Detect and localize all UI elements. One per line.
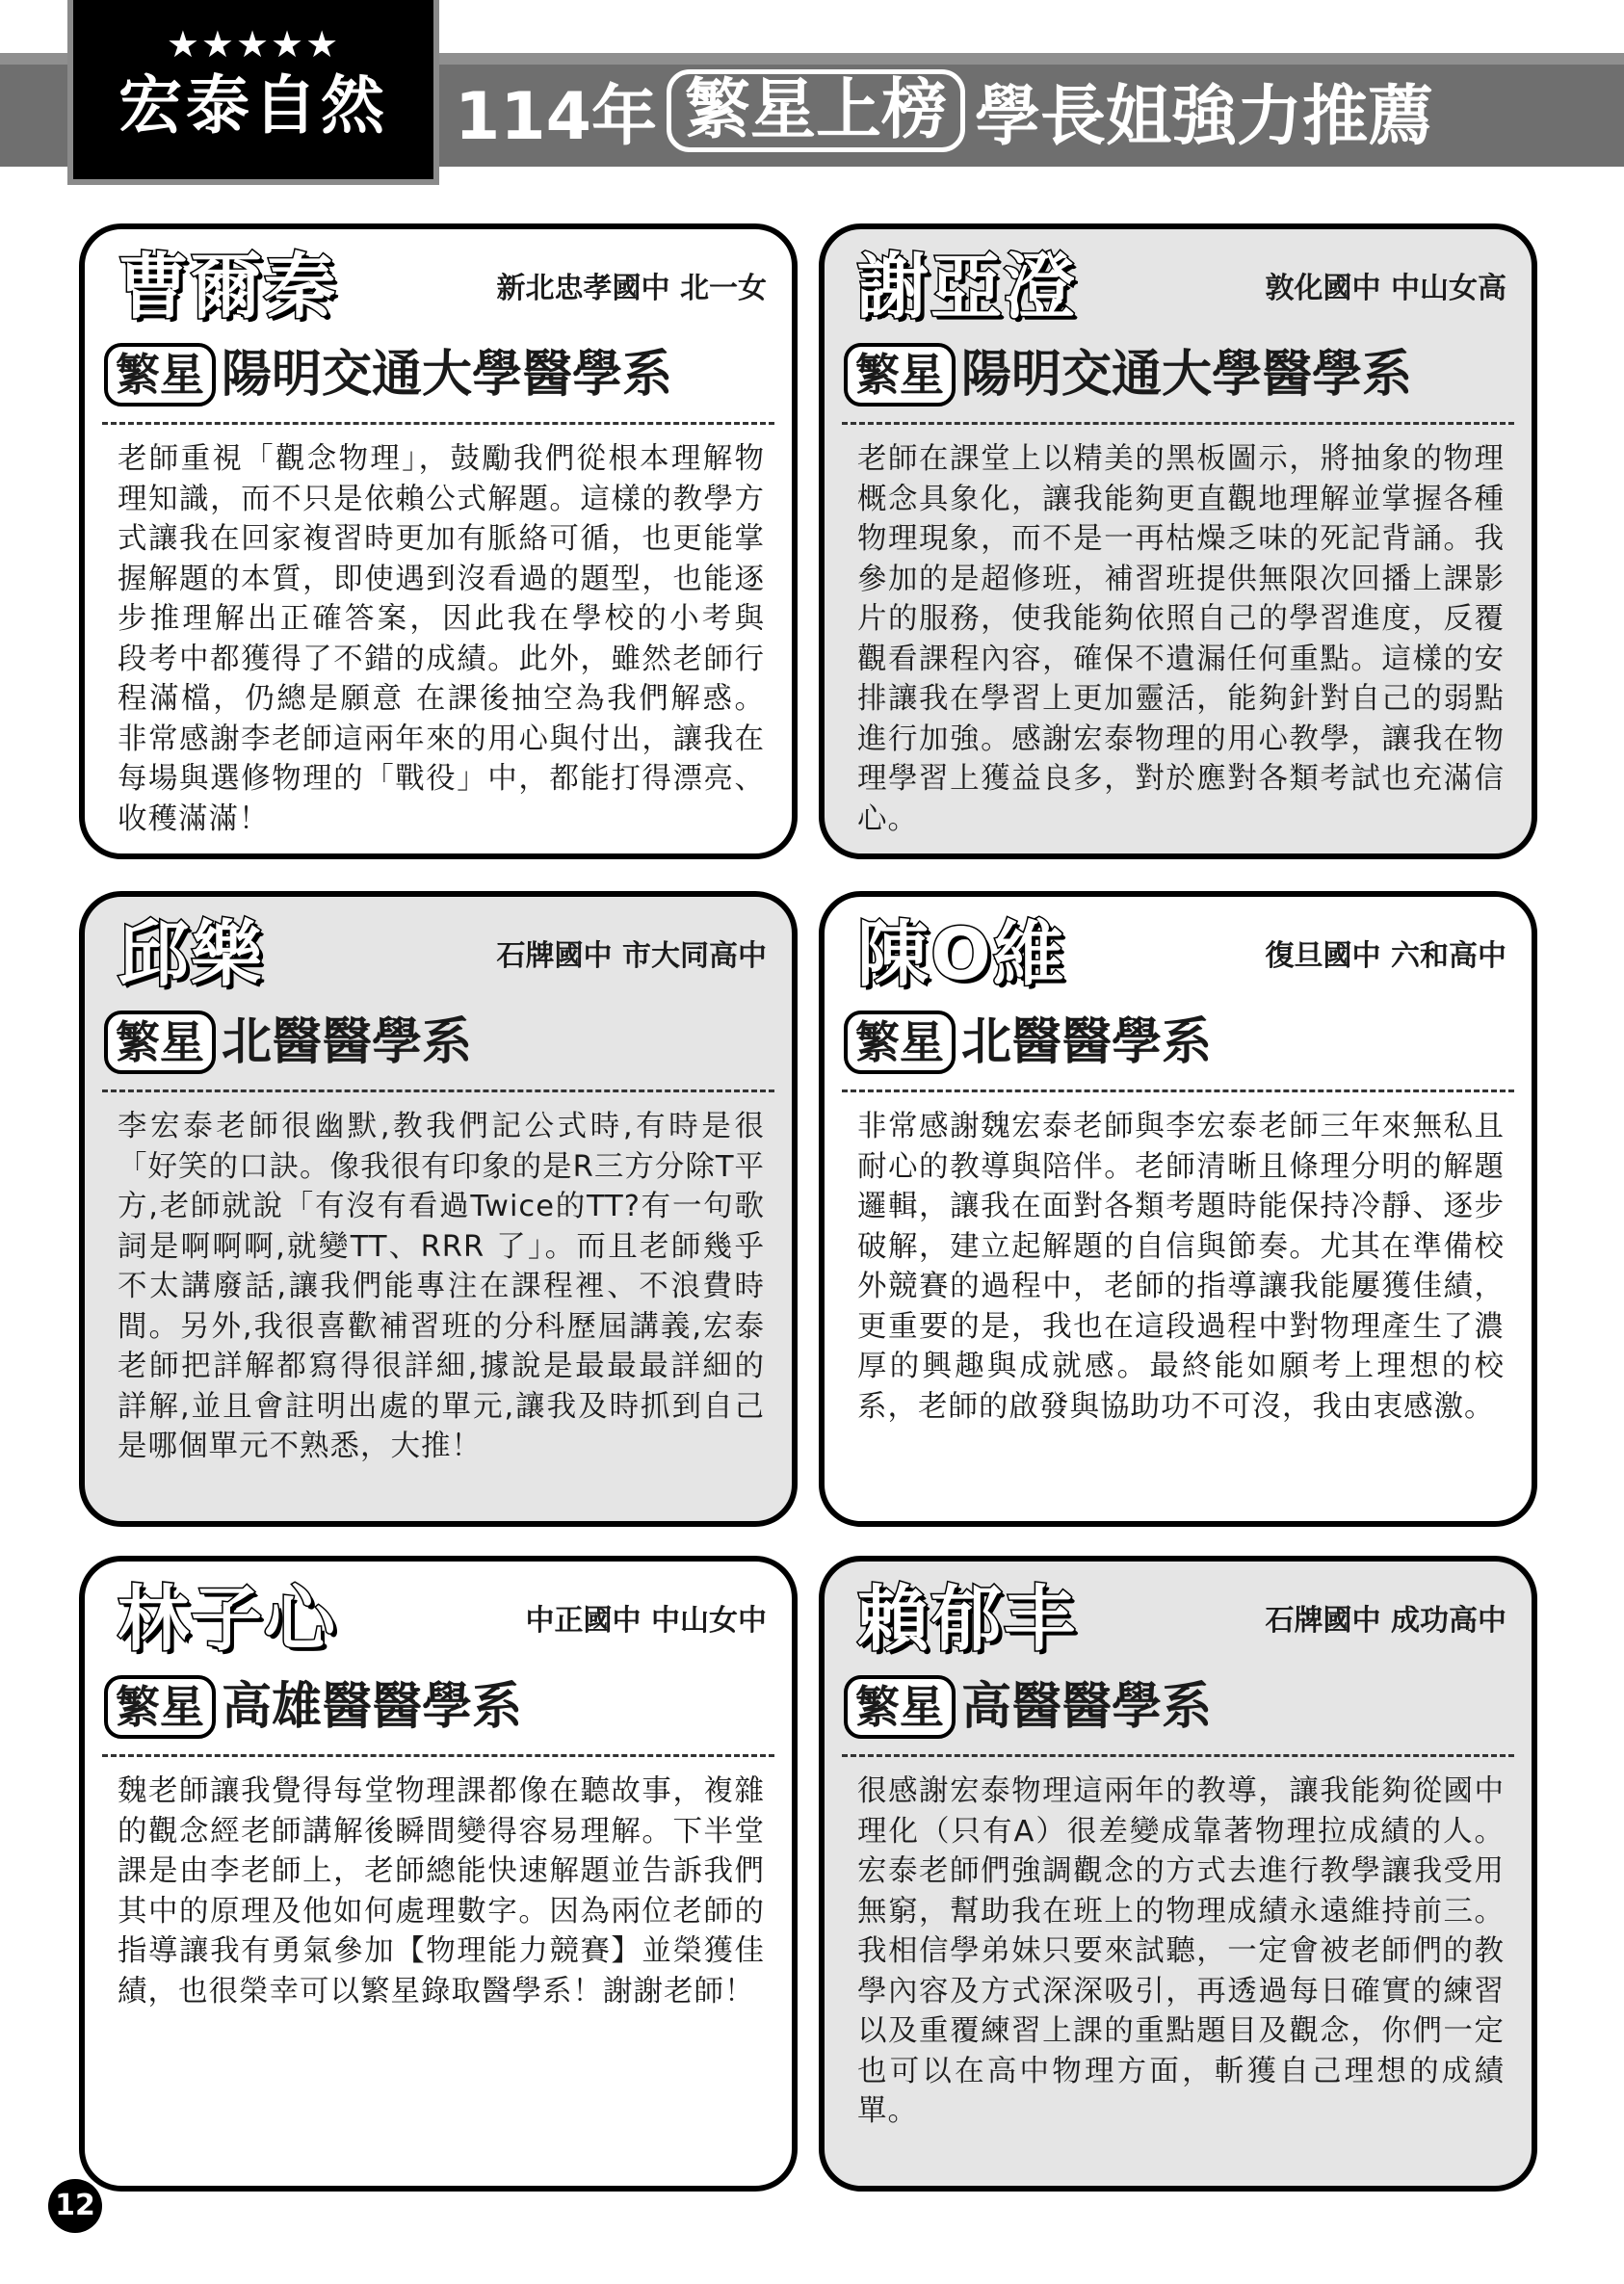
- testimonial-text: 很感謝宏泰物理這兩年的教導，讓我能夠從國中理化（只有A）很差變成靠著物理拉成績的人。宏泰老師們強調觀念的方式去進行教學讓我受用無窮，幫助我在班上的物理成績永遠維持前三。我相信學弟妹只要來試聽，一定會被老師們的教學內容及方式深深吸引，再透過每日確實的練習以及重覆練習上課的重點題目及觀念，你們一定也可以在高中物理方面，斬獲自己理想的成績單。: [857, 1774, 1505, 2128]
- admission-line: [844, 343, 1412, 407]
- admitted-department: 陽明交通大學醫學系: [961, 346, 1413, 404]
- brand-name: 宏泰自然: [118, 68, 388, 143]
- page-title: [455, 63, 1433, 159]
- student-name: 謝亞澄: [857, 246, 1077, 328]
- dashed-divider: [842, 422, 1514, 425]
- stars-icon: ★★★★★: [166, 23, 341, 66]
- student-school: 新北忠孝國中 北一女: [496, 272, 767, 305]
- admission-line: [104, 1011, 472, 1074]
- title-suffix: 學長姐強力推薦: [974, 78, 1433, 155]
- admitted-department: 高雄醫醫學系: [222, 1678, 523, 1736]
- testimonial-text: 魏老師讓我覺得每堂物理課都像在聽故事，複雜的觀念經老師講解後瞬間變得容易理解。下半堂課是由李老師上，老師總能快速解題並告訴我們其中的原理及他如何處理數字。因為兩位老師的指導讓我有勇氣參加【物理能力競賽】並榮獲佳績，也很榮幸可以繁星錄取醫學系！謝謝老師！: [118, 1774, 765, 2008]
- student-name: 陳O維: [857, 913, 1066, 996]
- admitted-department: 北醫醫學系: [222, 1013, 473, 1071]
- testimonial-card: [819, 1556, 1537, 2192]
- admission-line: [844, 1675, 1212, 1739]
- dashed-divider: [102, 1089, 774, 1092]
- testimonial-card: [79, 1556, 798, 2192]
- title-boxed: 繁星上榜: [667, 69, 965, 152]
- student-school: 復旦國中 六和高中: [1265, 939, 1506, 973]
- admission-badge: 繁星: [104, 1011, 216, 1074]
- dashed-divider: [842, 1089, 1514, 1092]
- student-school: 石牌國中 成功高中: [1265, 1604, 1506, 1638]
- student-school: 敦化國中 中山女高: [1265, 272, 1506, 305]
- testimonial-card: [819, 891, 1537, 1527]
- admission-badge: 繁星: [104, 343, 216, 407]
- student-name: 賴郁丰: [857, 1578, 1077, 1661]
- testimonial-text: 老師在課堂上以精美的黑板圖示，將抽象的物理概念具象化，讓我能夠更直觀地理解並掌握各種物理現象，而不是一再枯燥乏味的死記背誦。我參加的是超修班，補習班提供無限次回播上課影片的服務，使我能夠依照自己的學習進度，反覆觀看課程內容，確保不遺漏任何重點。這樣的安排讓我在學習上更加靈活，能夠針對自己的弱點進行加強。感謝宏泰物理的用心教學，讓我在物理學習上獲益良多，對於應對各類考試也充滿信心。: [857, 442, 1505, 836]
- admission-badge: 繁星: [844, 1011, 956, 1074]
- admitted-department: 陽明交通大學醫學系: [222, 346, 673, 404]
- admission-badge: 繁星: [104, 1675, 216, 1739]
- testimonial-card: [79, 891, 798, 1527]
- student-name: 邱樂: [118, 913, 264, 996]
- dashed-divider: [102, 422, 774, 425]
- page-number: 12: [48, 2179, 102, 2233]
- student-name: 曹爾秦: [118, 246, 337, 328]
- admission-badge: 繁星: [844, 343, 956, 407]
- admission-line: [104, 1675, 522, 1739]
- dashed-divider: [842, 1754, 1514, 1757]
- student-name: 林子心: [118, 1578, 337, 1661]
- admission-line: [104, 343, 672, 407]
- student-school: 石牌國中 市大同高中: [496, 939, 767, 973]
- admission-badge: 繁星: [844, 1675, 956, 1739]
- brand-tab: [67, 0, 439, 185]
- title-prefix: 114年: [455, 78, 657, 155]
- testimonial-text: 非常感謝魏宏泰老師與李宏泰老師三年來無私且耐心的教導與陪伴。老師清晰且條理分明的解題邏輯，讓我在面對各類考題時能保持冷靜、逐步破解，建立起解題的自信與節奏。尤其在準備校外競賽的過程中，老師的指導讓我能屢獲佳績，更重要的是，我也在這段過程中對物理產生了濃厚的興趣與成就感。最終能如願考上理想的校系，老師的啟發與協助功不可沒，我由衷感激。: [857, 1110, 1505, 1424]
- admission-line: [844, 1011, 1212, 1074]
- dashed-divider: [102, 1754, 774, 1757]
- admitted-department: 高醫醫學系: [961, 1678, 1213, 1736]
- testimonial-card: [79, 223, 798, 859]
- student-school: 中正國中 中山女中: [525, 1604, 767, 1638]
- admitted-department: 北醫醫學系: [961, 1013, 1213, 1071]
- testimonial-text: 老師重視「觀念物理」，鼓勵我們從根本理解物理知識，而不只是依賴公式解題。這樣的教學方式讓我在回家複習時更加有脈絡可循，也更能掌握解題的本質，即使遇到沒看過的題型，也能逐步推理解出正確答案，因此我在學校的小考與 段考中都獲得了不錯的成績。此外，雖然老師行程滿檔，仍總是願意 在課後抽空為我們解惑。非常感謝李老師這兩年來的用心與付出，讓我在每場與選修物理的「戰役」中，都能打得漂亮、收穫滿滿！: [118, 442, 765, 836]
- testimonial-card: [819, 223, 1537, 859]
- testimonial-text: 李宏泰老師很幽默,教我們記公式時,有時是很 「好笑的口訣。像我很有印象的是R三方分除T平方,老師就說「有沒有看過Twice的TT?有一句歌詞是啊啊啊,就變TT、RRR 了」。而且老師幾乎不太講廢話,讓我們能專注在課程裡、不浪費時間。另外,我很喜歡補習班的分科歷屆講義,宏泰老師把詳解都寫得很詳細,據說是最最最詳細的詳解,並且會註明出處的單元,讓我及時抓到自己是哪個單元不熟悉，大推！: [118, 1110, 765, 1463]
